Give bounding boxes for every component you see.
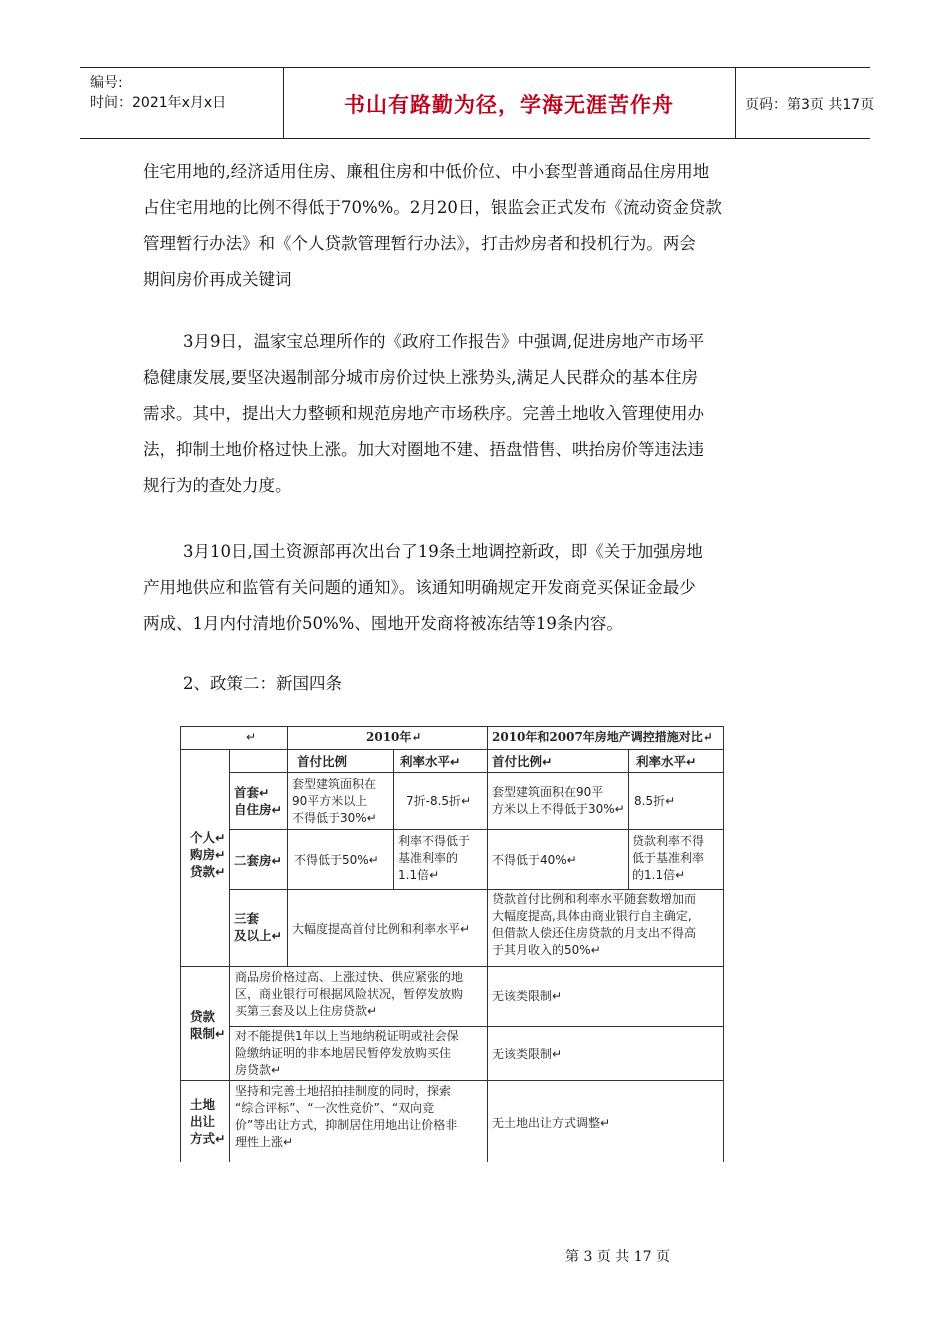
document-time-label: 时间：2021年x月x日 xyxy=(90,95,227,111)
second-home-down-payment-compare: 不得低于40%↵ xyxy=(492,853,577,867)
second-home-rate: 利率不得低于 基准利率的 1.1倍↵ xyxy=(398,834,471,882)
paragraph-3 xyxy=(143,534,808,642)
header-motto-cell xyxy=(283,68,736,138)
header-2010: 2010年↵ xyxy=(366,730,422,744)
paragraph-2 xyxy=(143,324,808,504)
text-line: 2、政策二：新国四条 xyxy=(183,674,342,693)
text-line: 稳健康发展,要坚决遏制部分城市房价过快上涨势头,满足人民群众的基本住房 xyxy=(143,368,698,387)
header-comparison: 2010年和2007年房地产调控措施对比↵ xyxy=(492,730,713,744)
paragraph-1 xyxy=(143,154,808,298)
text-line: 住宅用地的,经济适用住房、廉租住房和中低价位、中小套型普通商品住房用地 xyxy=(143,162,710,181)
second-home-rate-compare: 贷款利率不得 低于基准利率 的1.1倍↵ xyxy=(632,834,705,882)
header-page-cell xyxy=(735,68,875,138)
table-corner: ↵ xyxy=(246,730,257,744)
table-cell xyxy=(229,749,288,773)
section-heading xyxy=(143,666,808,702)
text-line: 占住宅用地的比例不得低于70%%。2月20日，银监会正式发布《流动资金贷款 xyxy=(143,198,722,217)
page-footer: 第 3 页 共 17 页 xyxy=(565,1249,670,1265)
document-number-label: 编号: xyxy=(90,75,123,91)
loan-limit-b-compare: 无该类限制↵ xyxy=(492,1047,563,1061)
text-line: 3月10日,国土资源部再次出台了19条土地调控新政，即《关于加强房地 xyxy=(183,542,703,561)
header-motto: 书山有路勤为径，学海无涯苦作舟 xyxy=(344,93,674,117)
page-number-label: 页码：第3页 共17页 xyxy=(745,97,875,113)
text-line: 法，抑制土地价格过快上涨。加大对圈地不建、捂盘惜售、哄抬房价等违法违 xyxy=(143,440,704,459)
first-home-rate: 7折-8.5折↵ xyxy=(406,794,472,808)
text-line: 产用地供应和监管有关问题的通知》。该通知明确规定开发商竞买保证金最少 xyxy=(143,578,696,597)
loan-limit-a-compare: 无该类限制↵ xyxy=(492,989,563,1003)
row-second-home-label: 二套房↵ xyxy=(234,853,282,868)
text-line: 管理暂行办法》和《个人贷款管理暂行办法》，打击炒房者和投机行为。两会 xyxy=(143,234,696,253)
loan-limit-b: 对不能提供1年以上当地纳税证明或社会保 险缴纳证明的非本地居民暂停发放购买住 房贷款↵ xyxy=(235,1029,459,1077)
header-info-cell xyxy=(80,68,284,138)
group-loan-limit: 贷款 限制↵ xyxy=(190,1009,226,1041)
third-home-value: 大幅度提高首付比例和利率水平↵ xyxy=(292,922,471,936)
land-transfer-value: 坚持和完善土地招拍挂制度的同时，探索 “综合评标”、“一次性竞价”、“双向竞 价”等出让方式，抑制居住用地出让价格非 理性上涨↵ xyxy=(235,1084,458,1149)
page-header xyxy=(80,67,875,139)
third-home-compare: 贷款首付比例和利率水平随套数增加而 大幅度提高,具体由商业银行自主确定, 但借款人偿还住房贷款的月支出不得高 于其月收入的50%↵ xyxy=(492,892,697,957)
col-interest-rate: 利率水平↵ xyxy=(400,754,461,769)
first-home-down-payment: 套型建筑面积在 90平方米以上 不得低于30%↵ xyxy=(292,777,377,825)
text-line: 期间房价再成关键词 xyxy=(143,270,292,289)
land-transfer-compare: 无土地出让方式调整↵ xyxy=(492,1116,611,1130)
text-line: 需求。其中，提出大力整顿和规范房地产市场秩序。完善土地收入管理使用办 xyxy=(143,404,704,423)
text-line: 两成、1月内付清地价50%%、囤地开发商将被冻结等19条内容。 xyxy=(143,614,623,633)
table-cell xyxy=(180,726,288,750)
row-first-home-label: 首套↵ 自住房↵ xyxy=(234,785,282,817)
text-line: 3月9日，温家宝总理所作的《政府工作报告》中强调,促进房地产市场平 xyxy=(183,332,705,351)
group-personal-loan: 个人↵ 购房↵ 贷款↵ xyxy=(190,830,226,879)
second-home-down-payment: 不得低于50%↵ xyxy=(294,853,379,867)
group-land-transfer: 土地 出让 方式↵ xyxy=(190,1097,226,1146)
col-down-payment-compare: 首付比例↵ xyxy=(492,754,553,769)
first-home-down-payment-compare: 套型建筑面积在90平 方米以上不得低于30%↵ xyxy=(492,785,625,816)
first-home-rate-compare: 8.5折↵ xyxy=(634,794,676,808)
text-line: 规行为的查处力度。 xyxy=(143,476,292,495)
row-third-home-label: 三套 及以上↵ xyxy=(234,911,282,943)
loan-limit-a: 商品房价格过高、上涨过快、供应紧张的地 区，商业银行可根据风险状况，暂停发放购 买第三套及以上住房贷款↵ xyxy=(235,970,464,1018)
policy-comparison-table xyxy=(180,726,723,1162)
col-down-payment: 首付比例 xyxy=(297,754,348,769)
col-interest-rate-compare: 利率水平↵ xyxy=(636,754,697,769)
